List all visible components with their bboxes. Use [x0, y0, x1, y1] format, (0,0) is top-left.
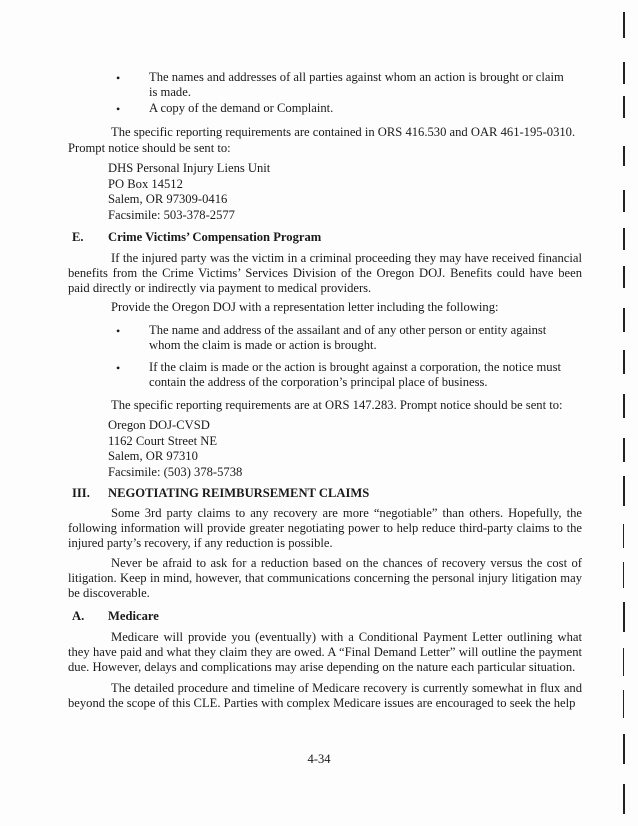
- bullet-marker: •: [116, 361, 121, 375]
- margin-mark: [623, 308, 625, 332]
- paragraph-line: The specific reporting requirements are contained in ORS 416.530 and OAR 461-195-0310.: [111, 125, 576, 139]
- address-line: 1162 Court Street NE: [108, 433, 218, 448]
- bullet-item: If the claim is made or the action is brought against a corporation, the notice must contain the address of the corporation’s principal place of business.: [149, 360, 561, 389]
- address-line: Salem, OR 97310: [108, 449, 198, 463]
- margin-mark: [623, 476, 625, 506]
- paragraph: Some 3rd party claims to any recovery are more “negotiable” than others. Hopefully, the following information will provide greater negotiating power to help reduce third-party claims to the injured party’s recovery, if any reduction is possible.: [68, 506, 582, 550]
- margin-mark: [623, 228, 625, 250]
- bullet-marker: •: [116, 324, 121, 338]
- margin-mark: [623, 602, 625, 632]
- section-label: III.: [72, 486, 90, 500]
- address-line: PO Box 14512: [108, 176, 183, 191]
- bullet-item: The names and addresses of all parties against whom an action is brought or claim is made.: [149, 70, 564, 99]
- address-line: Facsimile: (503) 378-5738: [108, 464, 243, 479]
- paragraph: The detailed procedure and timeline of Medicare recovery is currently somewhat in flux and beyond the scope of this CLE. Parties with complex Medicare issues are encouraged to seek the help: [68, 681, 582, 710]
- margin-mark: [623, 350, 625, 374]
- section-heading: Medicare: [108, 609, 159, 623]
- margin-mark: [623, 394, 625, 418]
- margin-mark: [623, 784, 625, 814]
- margin-mark: [623, 62, 625, 84]
- bullet-item: The name and address of the assailant and of any other person or entity against whom the claim is made or action is brought.: [149, 323, 547, 352]
- margin-mark: [623, 648, 624, 676]
- address-line: DHS Personal Injury Liens Unit: [108, 161, 271, 175]
- bullet-item: A copy of the demand or Complaint.: [149, 101, 334, 115]
- margin-mark: [623, 438, 625, 462]
- margin-mark: [623, 96, 625, 118]
- paragraph: If the injured party was the victim in a criminal proceeding they may have received financial benefits from the Crime Victims’ Services Division of the Oregon DOJ. Benefits could have been paid directly or indirectly via payment to medical providers.: [68, 251, 582, 295]
- section-label: A.: [72, 609, 85, 623]
- margin-mark: [623, 524, 624, 548]
- bullet-marker: •: [116, 71, 121, 85]
- address-line: Salem, OR 97309-0416: [108, 192, 228, 206]
- paragraph: Medicare will provide you (eventually) with a Conditional Payment Letter outlining what they have paid and what they claim they are owed. A “Final Demand Letter” will outline the payment due. However, delays and complications may arise depending on the nature each particular situation.: [68, 630, 582, 674]
- paragraph-line: Prompt notice should be sent to:: [68, 141, 231, 155]
- paragraph: Never be afraid to ask for a reduction based on the chances of recovery versus the cost of litigation. Keep in mind, however, that communications concerning the personal injury litigation may be discoverable.: [68, 556, 582, 600]
- address-line: Oregon DOJ-CVSD: [108, 418, 210, 432]
- address-line: Facsimile: 503-378-2577: [108, 207, 235, 222]
- margin-mark: [623, 734, 625, 764]
- paragraph: The specific reporting requirements are at ORS 147.283. Prompt notice should be sent to:: [111, 398, 563, 412]
- page-number: 4-34: [307, 752, 331, 766]
- mailing-address: [108, 161, 270, 223]
- section-heading: Crime Victims’ Compensation Program: [108, 230, 322, 244]
- bullet-marker: •: [116, 102, 121, 116]
- margin-mark: [623, 266, 625, 288]
- margin-mark: [623, 12, 625, 38]
- mailing-address: [108, 418, 242, 480]
- paragraph: Provide the Oregon DOJ with a representation letter including the following:: [111, 300, 499, 314]
- margin-mark: [623, 190, 625, 212]
- margin-mark: [623, 690, 624, 718]
- margin-mark: [623, 562, 624, 588]
- margin-mark: [623, 146, 625, 166]
- section-heading: NEGOTIATING REIMBURSEMENT CLAIMS: [108, 486, 370, 500]
- section-label: E.: [72, 230, 84, 244]
